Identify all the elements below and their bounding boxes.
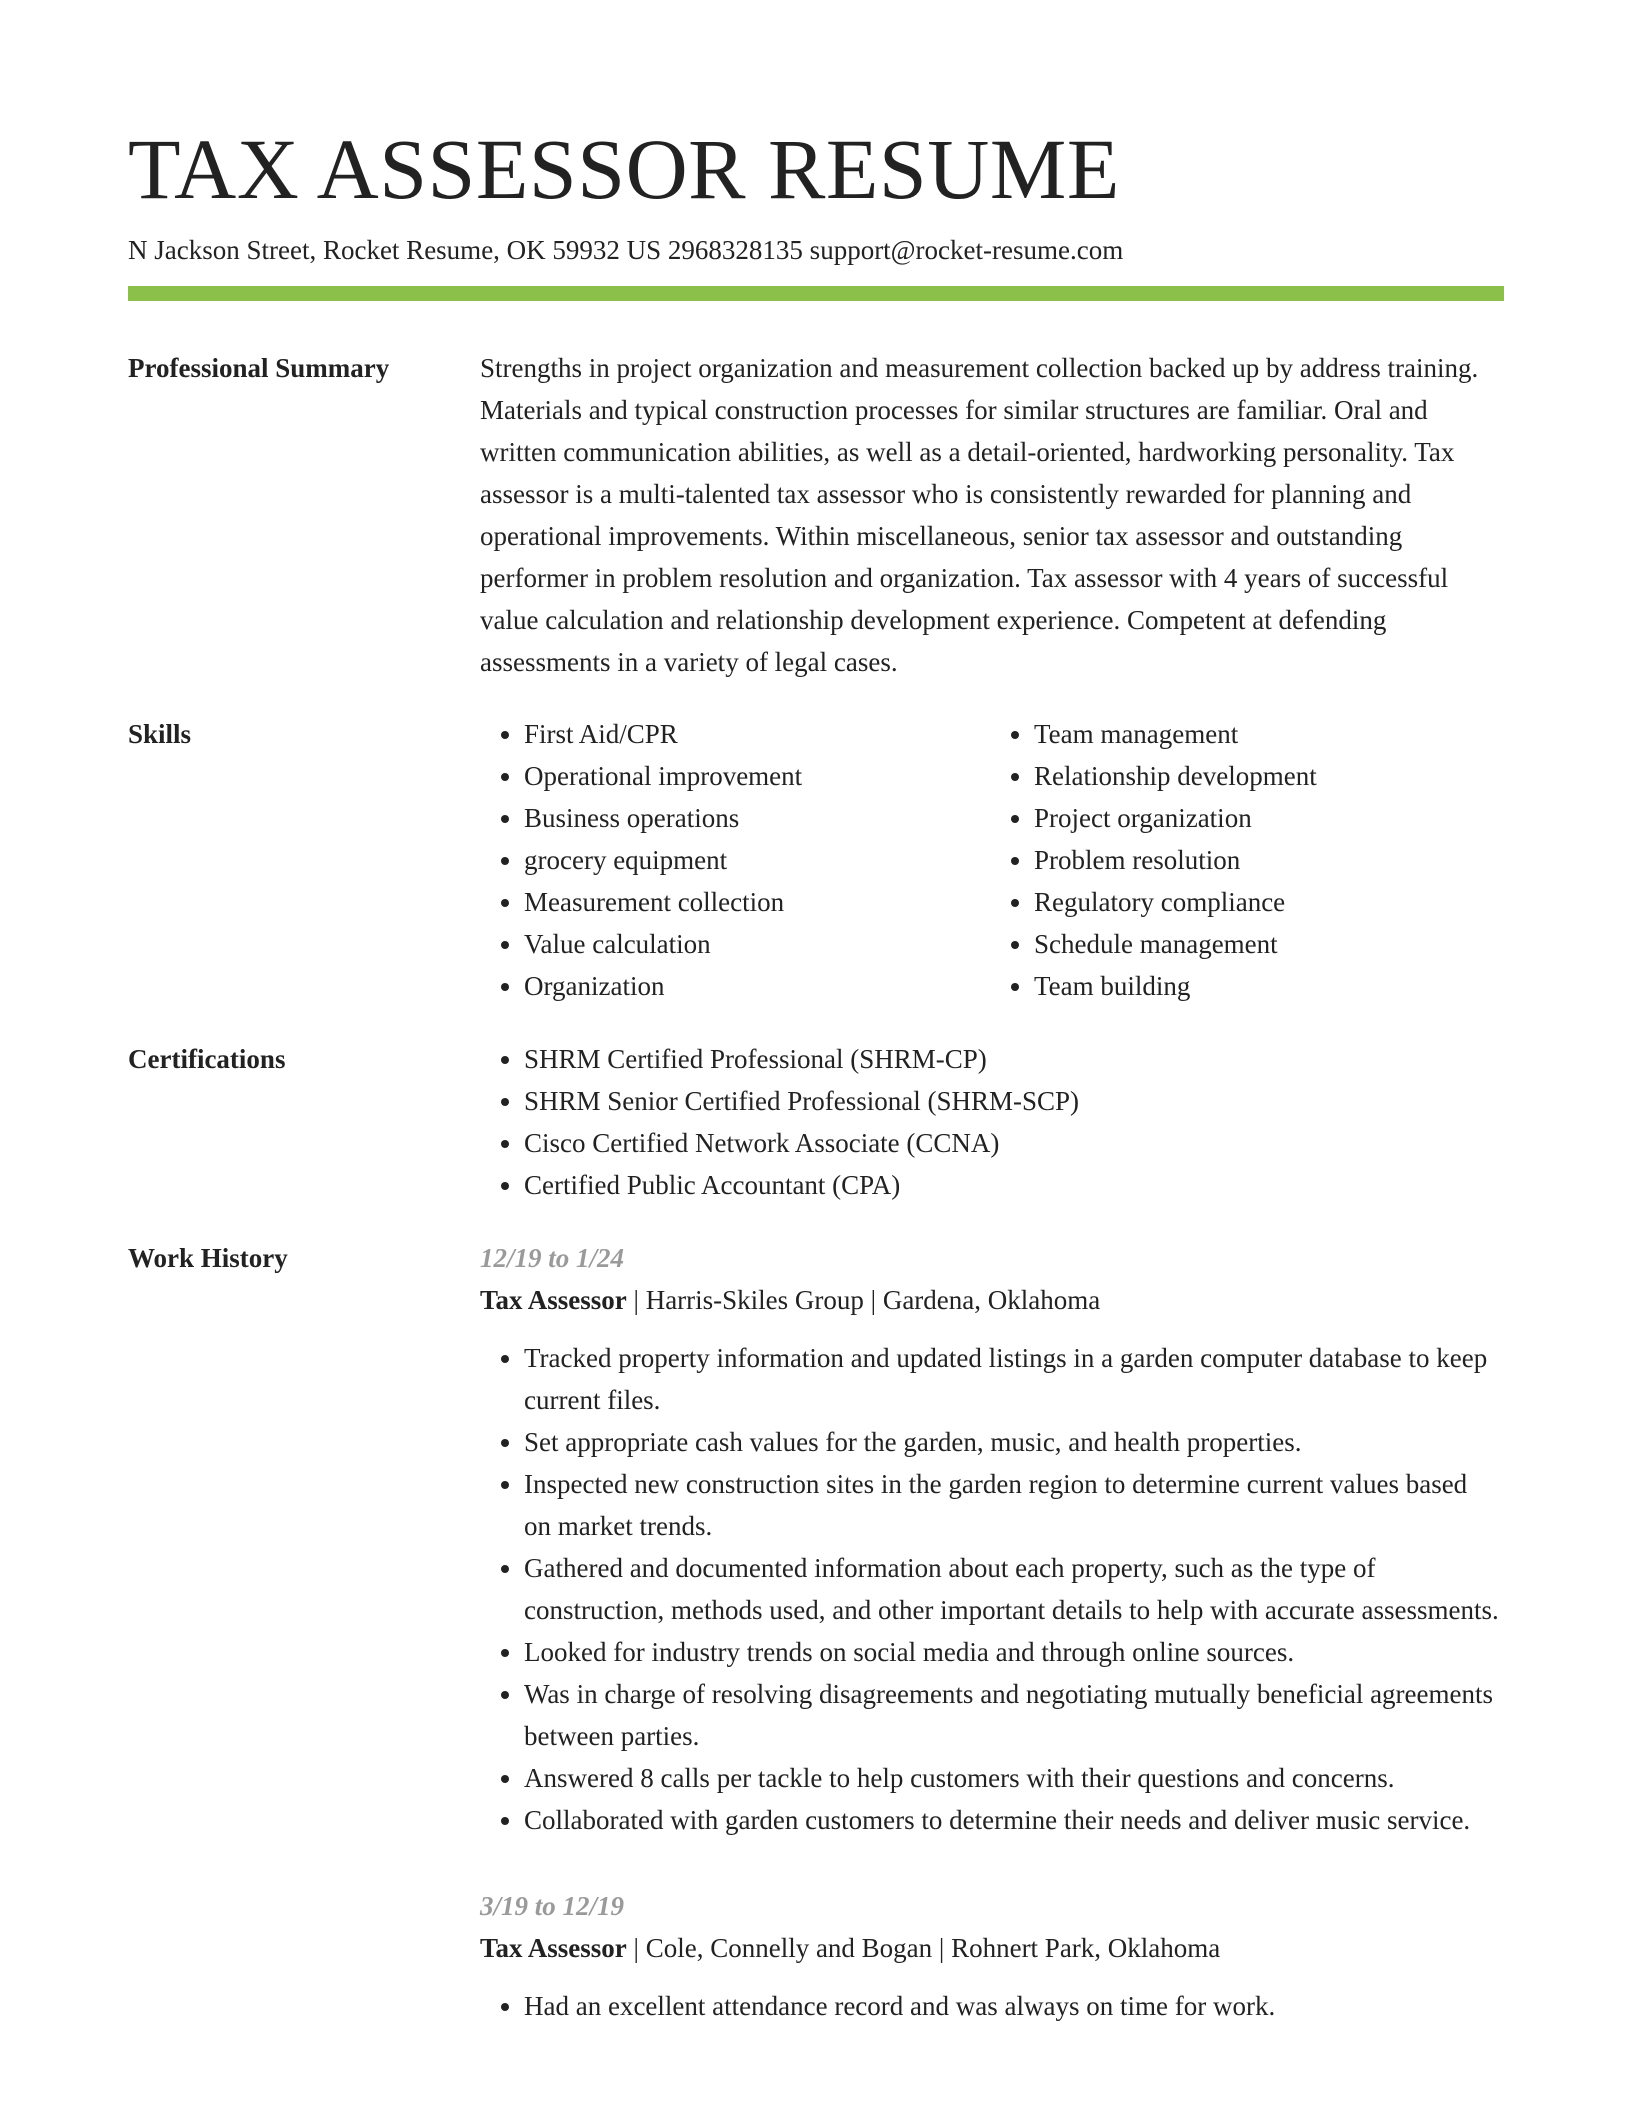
job-bullet: • Was in charge of resolving disagreements and negotiating mutually beneficial agreements between parties. <box>524 1673 1500 1757</box>
job-bullet: • Answered 8 calls per tackle to help customers with their questions and concerns. <box>524 1757 1500 1799</box>
job-title: Tax Assessor <box>480 1285 627 1315</box>
skills-body <box>480 713 1500 1007</box>
summary-heading: Professional Summary <box>128 353 390 383</box>
job-employer-location: | Cole, Connelly and Bogan | Rohnert Park, Oklahoma <box>626 1933 1221 1963</box>
job-title-line <box>480 1279 1500 1321</box>
certifications-heading: Certifications <box>128 1044 286 1074</box>
job-title-line <box>480 1927 1500 1969</box>
skill-item: • First Aid/CPR <box>524 713 990 755</box>
certification-item: • SHRM Certified Professional (SHRM-CP) <box>524 1038 1500 1080</box>
summary-text: Strengths in project organization and measurement collection backed up by address training. Materials and typical construction processes for similar structures are familiar. Oral and written communication abilities, as well as a detail-oriented, hardworking personality. Tax assessor is a multi-talented tax assessor who is consistently rewarded for planning and operational improvements. Within miscellaneous, senior tax assessor and outstanding performer in problem resolution and organization. Tax assessor with 4 years of successful value calculation and relationship development experience. Competent at defending assessments in a variety of legal cases. <box>480 353 1479 677</box>
certification-item: • Certified Public Accountant (CPA) <box>524 1164 1500 1206</box>
job-title: Tax Assessor <box>480 1933 627 1963</box>
skills-columns <box>480 713 1500 1007</box>
certifications-list <box>480 1038 1500 1206</box>
skill-item: • Problem resolution <box>1034 839 1500 881</box>
skill-item: • Regulatory compliance <box>1034 881 1500 923</box>
job-employer-location: | Harris-Skiles Group | Gardena, Oklahoma <box>626 1285 1101 1315</box>
resume-title: TAX ASSESSOR RESUME <box>128 121 1120 217</box>
skill-item: • Business operations <box>524 797 990 839</box>
skills-list-right <box>990 713 1500 1007</box>
skill-item: • Value calculation <box>524 923 990 965</box>
skill-item: • Organization <box>524 965 990 1007</box>
certification-item: • Cisco Certified Network Associate (CCNA) <box>524 1122 1500 1164</box>
work-history-heading: Work History <box>128 1243 288 1273</box>
skill-item: • Operational improvement <box>524 755 990 797</box>
accent-divider <box>128 286 1504 301</box>
job-bullet: • Collaborated with garden customers to determine their needs and deliver music service. <box>524 1799 1500 1841</box>
skill-item: • Team building <box>1034 965 1500 1007</box>
job-entry <box>480 1885 1500 2027</box>
job-dates: 3/19 to 12/19 <box>480 1891 625 1921</box>
skill-item: • Measurement collection <box>524 881 990 923</box>
job-bullets <box>480 1985 1500 2027</box>
job-entry <box>480 1237 1500 1841</box>
skills-list-left <box>480 713 990 1007</box>
certifications-body <box>480 1038 1500 1206</box>
job-bullet: • Tracked property information and updated listings in a garden computer database to keep current files. <box>524 1337 1500 1421</box>
job-bullet: • Set appropriate cash values for the garden, music, and health properties. <box>524 1421 1500 1463</box>
certification-item: • SHRM Senior Certified Professional (SHRM-SCP) <box>524 1080 1500 1122</box>
skill-item: • Relationship development <box>1034 755 1500 797</box>
job-bullets <box>480 1337 1500 1841</box>
job-bullet: • Gathered and documented information about each property, such as the type of construction, methods used, and other important details to help with accurate assessments. <box>524 1547 1500 1631</box>
skills-heading: Skills <box>128 719 192 749</box>
work-history-body <box>480 1237 1500 2071</box>
summary-body <box>480 347 1500 683</box>
skill-item: • Schedule management <box>1034 923 1500 965</box>
job-bullet: • Inspected new construction sites in the garden region to determine current values based on market trends. <box>524 1463 1500 1547</box>
job-bullet: • Looked for industry trends on social media and through online sources. <box>524 1631 1500 1673</box>
skill-item: • Team management <box>1034 713 1500 755</box>
contact-line: N Jackson Street, Rocket Resume, OK 59932 US 2968328135 support@rocket-resume.com <box>128 235 1124 265</box>
job-bullet: • Had an excellent attendance record and was always on time for work. <box>524 1985 1500 2027</box>
job-dates: 12/19 to 1/24 <box>480 1243 625 1273</box>
skill-item: • Project organization <box>1034 797 1500 839</box>
skill-item: • grocery equipment <box>524 839 990 881</box>
